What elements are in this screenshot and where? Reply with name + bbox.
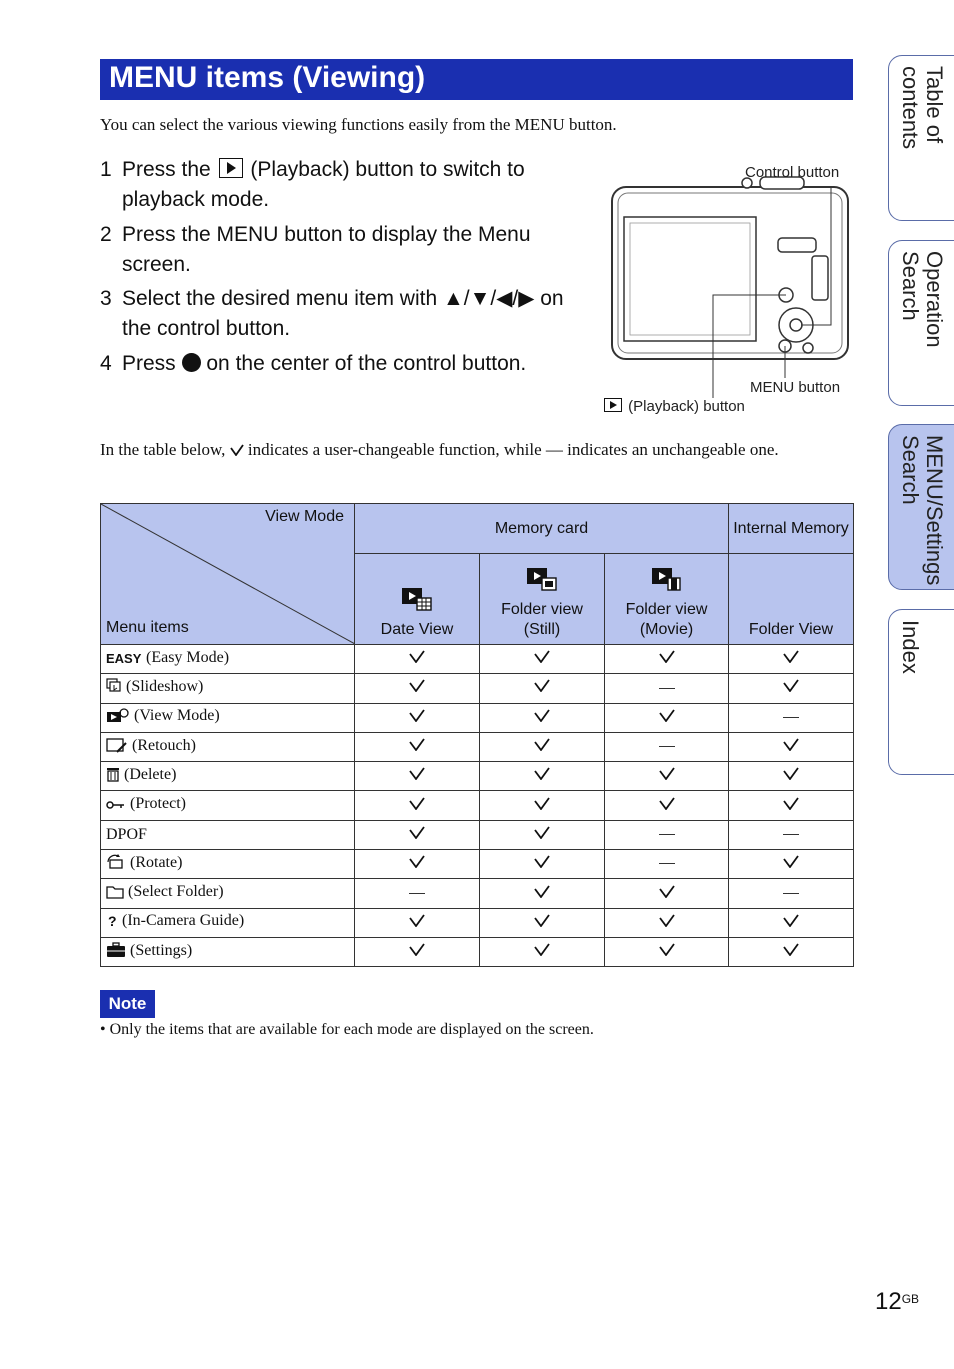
step-1: 1 Press the (Playback) button to switch to playback mode.	[100, 158, 525, 211]
menu-item-label: (Rotate)	[101, 850, 355, 879]
check-icon	[480, 762, 605, 791]
table-row	[101, 937, 854, 966]
column-header: Date View	[355, 554, 480, 645]
retouch-icon	[106, 737, 128, 758]
check-icon	[355, 762, 480, 791]
check-icon	[605, 791, 729, 820]
table-row	[101, 879, 854, 908]
check-icon	[355, 850, 480, 879]
folder-movie-icon	[605, 566, 728, 598]
intro-text: You can select the various viewing functions easily from the MENU button.	[100, 115, 617, 134]
folder-icon	[106, 885, 124, 904]
tab-operation-search[interactable]: Operation Search	[888, 240, 954, 406]
table-row	[101, 645, 854, 674]
table-row	[101, 732, 854, 761]
page-title: MENU items (Viewing)	[109, 61, 426, 94]
menu-item-label: (Select Folder)	[101, 879, 355, 908]
menu-item-label: (Settings)	[101, 937, 355, 966]
check-icon	[355, 820, 480, 849]
check-icon	[355, 937, 480, 966]
memory-card-header: Memory card	[355, 504, 729, 554]
check-icon	[729, 645, 854, 674]
folder-still-icon	[480, 566, 604, 598]
dash-mark	[605, 674, 729, 703]
check-icon	[480, 879, 605, 908]
dash-mark	[605, 732, 729, 761]
playback-icon	[604, 398, 622, 412]
slideshow-icon	[106, 678, 122, 699]
dash-mark	[729, 820, 854, 849]
check-icon	[480, 645, 605, 674]
check-icon	[480, 820, 605, 849]
dash-mark	[729, 879, 854, 908]
note-text: • Only the items that are available for each mode are displayed on the screen.	[100, 1021, 594, 1038]
playback-icon	[219, 158, 243, 178]
table-row	[101, 791, 854, 820]
step-2: 2 Press the MENU button to display the Menu screen.	[100, 223, 531, 276]
dash-mark	[355, 879, 480, 908]
step-4: 4 Press on the center of the control button.	[100, 352, 527, 375]
page-title-bar	[100, 59, 853, 100]
check-icon	[729, 908, 854, 937]
tab-index[interactable]: Index	[888, 609, 954, 775]
check-icon	[480, 674, 605, 703]
check-icon	[729, 850, 854, 879]
table-row	[101, 820, 854, 849]
tab-menu-settings-search[interactable]: MENU/Settings Search	[888, 424, 954, 590]
menu-item-label: ? (In-Camera Guide)	[101, 908, 355, 937]
rotate-icon	[106, 854, 126, 875]
question-icon	[106, 912, 118, 933]
legend-text: In the table below, indicates a user-changeable function, while — indicates an unchangeable one.	[100, 440, 779, 459]
svg-text:EASY: EASY	[106, 650, 142, 665]
check-icon	[605, 937, 729, 966]
menu-item-label: (Slideshow)	[101, 674, 355, 703]
check-icon	[355, 732, 480, 761]
toolbox-icon	[106, 942, 126, 963]
column-header: Folder View	[729, 554, 854, 645]
control-button-callout: Control button	[745, 164, 840, 181]
table-row	[101, 674, 854, 703]
table-row	[101, 703, 854, 732]
column-header: Folder view (Still)	[480, 554, 605, 645]
check-icon	[355, 791, 480, 820]
center-button-icon	[182, 353, 201, 372]
check-icon	[355, 645, 480, 674]
menu-item-label: (Protect)	[101, 791, 355, 820]
svg-text:?: ?	[108, 913, 117, 929]
view-mode-label: View Mode	[265, 508, 344, 525]
menu-items-label: Menu items	[106, 619, 189, 636]
table-corner-header	[101, 504, 355, 645]
dash-mark	[605, 820, 729, 849]
note-badge: Note	[100, 990, 155, 1018]
trash-icon	[106, 766, 120, 787]
menu-button-callout: MENU button	[750, 379, 841, 396]
check-icon	[480, 937, 605, 966]
check-icon	[729, 674, 854, 703]
check-icon	[480, 703, 605, 732]
menu-items-table	[100, 503, 854, 967]
menu-item-label: (Delete)	[101, 762, 355, 791]
check-icon	[605, 645, 729, 674]
easy-mode-icon	[106, 651, 142, 670]
check-icon	[355, 674, 480, 703]
step-3: 3 Select the desired menu item with ▲/▼/◀/▶ on the control button.	[100, 287, 564, 340]
view-mode-icon	[106, 707, 130, 728]
tab-table-of-contents[interactable]: Table of contents	[888, 55, 954, 221]
date-view-icon	[355, 586, 479, 618]
table-row	[101, 762, 854, 791]
check-icon	[605, 908, 729, 937]
check-icon	[729, 791, 854, 820]
check-icon	[480, 732, 605, 761]
menu-item-label: DPOF	[101, 820, 355, 849]
menu-item-label: (View Mode)	[101, 703, 355, 732]
check-icon	[729, 937, 854, 966]
check-icon	[729, 732, 854, 761]
internal-memory-header: Internal Memory	[729, 504, 854, 554]
check-icon	[480, 791, 605, 820]
dash-mark	[605, 850, 729, 879]
check-icon	[605, 762, 729, 791]
menu-item-label: EASY (Easy Mode)	[101, 645, 355, 674]
page-number: $12^{GB}$	[875, 1288, 920, 1315]
check-icon	[729, 762, 854, 791]
table-row	[101, 850, 854, 879]
column-header: Folder view (Movie)	[605, 554, 729, 645]
key-icon	[106, 798, 126, 816]
check-icon	[605, 879, 729, 908]
check-icon	[605, 703, 729, 732]
playback-button-callout: (Playback) button	[602, 398, 745, 415]
dash-mark	[729, 703, 854, 732]
check-icon	[480, 850, 605, 879]
check-icon	[355, 703, 480, 732]
check-icon	[355, 908, 480, 937]
menu-item-label: (Retouch)	[101, 732, 355, 761]
check-icon	[230, 444, 244, 456]
table-row	[101, 908, 854, 937]
check-icon	[480, 908, 605, 937]
